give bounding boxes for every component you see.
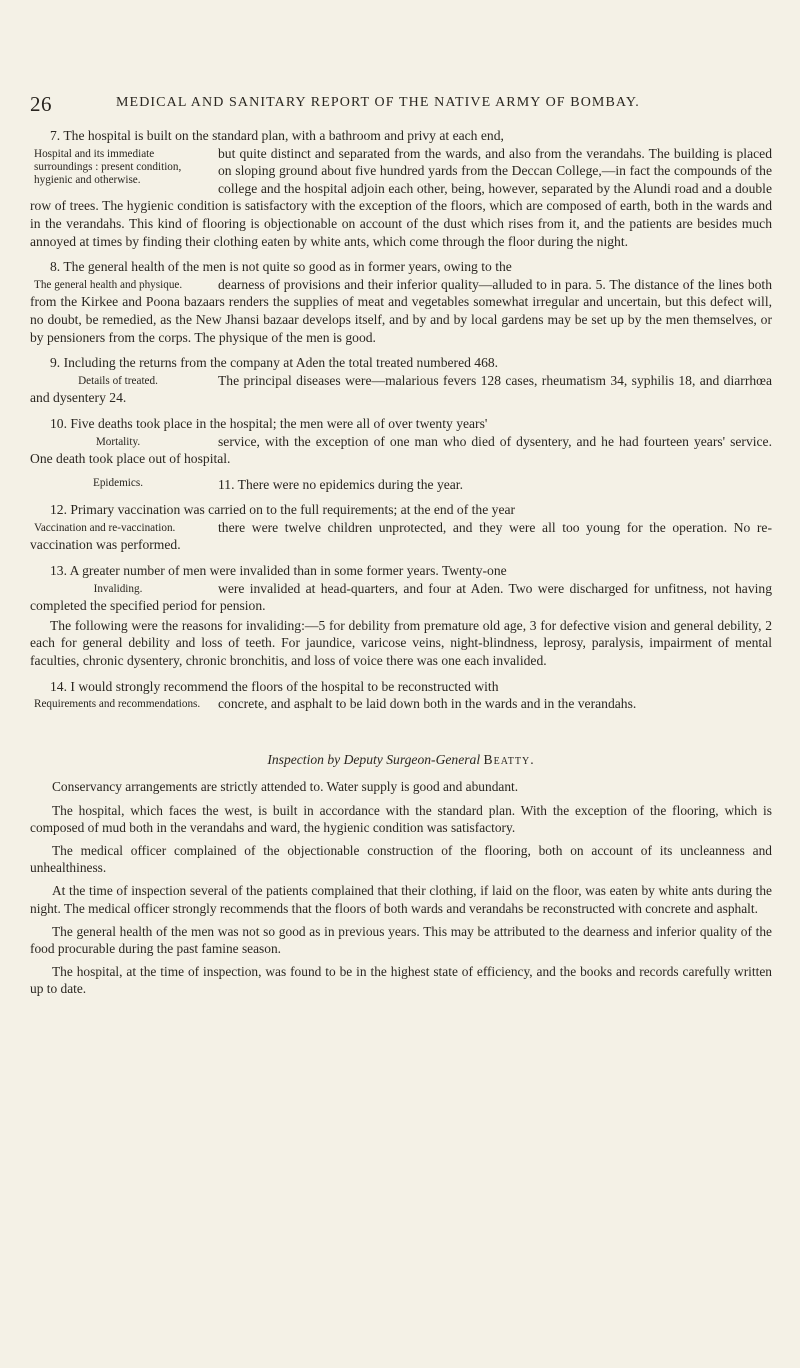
paragraph-body: The principal diseases were—malarious fevers 128 cases, rheumatism 34, syphilis 18, and diarrhœa and dysentery 24. xyxy=(30,372,772,406)
paragraph-body: 11. There were no epidemics during the year. xyxy=(218,476,463,492)
paragraph-first-line: 7. The hospital is built on the standard plan, with a bathroom and privy at each end, xyxy=(50,128,504,143)
paragraph-10 xyxy=(30,415,772,468)
margin-note: Epidemics. xyxy=(92,476,144,489)
inspection-paragraph: The medical officer complained of the objectionable construction of the flooring, both on account of its uncleanness and unhealthiness. xyxy=(30,843,772,876)
inspection-paragraph: At the time of inspection several of the patients complained that their clothing, if laid on the floor, was eaten by white ants during the night. The medical officer strongly recommends that the floors of both wards and verandahs be reconstructed with concrete and asphalt. xyxy=(30,883,772,916)
paragraph-body: dearness of provisions and their inferior quality—alluded to in para. 5. The distance of the lines both from the Kirkee and Poona bazaars renders the supplies of meat and vegetables somewhat irregular and uncertain, but this defect will, no doubt, be remedied, as the New Jhansi bazaar develops itself, and by and by local gardens may be set up by the men themselves, or by pensioners from the corps. The physique of the men is good. xyxy=(30,276,772,345)
margin-note: Requirements and recommendations. xyxy=(34,698,201,711)
paragraph-8 xyxy=(30,258,772,346)
paragraph-body: there were twelve children unprotected, and they were all too young for the operation. No re-vaccination was performed. xyxy=(30,519,772,553)
paragraph-first-line: 14. I would strongly recommend the floors of the hospital to be reconstructed with xyxy=(50,678,499,694)
paragraph-7 xyxy=(30,127,772,250)
paragraph-body: concrete, and asphalt to be laid down both in the wards and in the verandahs. xyxy=(218,696,637,712)
margin-note: Details of treated. xyxy=(78,374,158,387)
inspection-author: Beatty. xyxy=(483,751,535,767)
paragraph-12 xyxy=(30,501,772,554)
margin-note: Vaccination and re-vaccination. xyxy=(34,521,176,534)
inspection-paragraph: The hospital, at the time of inspection, was found to be in the highest state of efficiency, and the books and records carefully written up to date. xyxy=(30,964,772,997)
paragraph-first-line: 8. The general health of the men is not quite so good as in former years, owing to the xyxy=(50,259,512,275)
paragraph-body: were invalided at head-quarters, and four at Aden. Two were discharged for unfitness, not having completed the specified period for pension. xyxy=(30,580,772,614)
paragraph-14 xyxy=(30,678,772,713)
inspection-title: Inspection by Deputy Surgeon-General xyxy=(267,751,481,767)
paragraph-11 xyxy=(30,476,772,494)
main-text xyxy=(30,127,772,1004)
margin-note: Invaliding. xyxy=(93,582,143,595)
inspection-text xyxy=(30,778,772,997)
inspection-paragraph: The general health of the men was not so good as in previous years. This may be attributed to the dearness and inferior quality of the food procurable during the past famine season. xyxy=(30,923,772,957)
margin-note: Hospital and its immediate surroundings : present condition, hygienic and otherwise. xyxy=(34,147,182,186)
page-header xyxy=(30,92,770,114)
paragraph-body: service, with the exception of one man who died of dysentery, and he had fourteen years' service. One death took place out of hospital. xyxy=(30,433,772,467)
inspection-heading xyxy=(30,751,772,769)
inspection-paragraph: The hospital, which faces the west, is built in accordance with the standard plan. With the exception of the flooring, which is composed of mud both in the verandahs and ward, the hygienic condition was satisfactory. xyxy=(30,802,772,835)
paragraph-body: but quite distinct and separated from the wards, and also from the verandahs. The building is placed on sloping ground about five hundred yards from the Deccan College,—in fact the compounds of the college and the hospital adjoin each other, being, however, separated by the Alundi road and a double row of trees. The hygienic condition is satisfactory with the exception of the floors, which are composed of earth, both in the wards and in the verandahs. This kind of flooring is objectionable on account of the dust which rises from it, and the patients are besides much annoyed at times by finding their clothing eaten by white ants, which come through the floor during the night. xyxy=(30,145,772,249)
paragraph-first-line: 10. Five deaths took place in the hospital; the men were all of over twenty years' xyxy=(50,415,488,431)
margin-note: Mortality. xyxy=(95,435,141,448)
paragraph-first-line: 13. A greater number of men were invalided than in some former years. Twenty-one xyxy=(50,563,507,579)
margin-note: The general health and physique. xyxy=(34,278,183,291)
inspection-paragraph: Conservancy arrangements are strictly attended to. Water supply is good and abundant. xyxy=(52,779,519,795)
paragraph-first-line: 12. Primary vaccination was carried on to the full requirements; at the end of the year xyxy=(50,502,516,518)
paragraph-continuation: The following were the reasons for invaliding:—5 for debility from premature old age, 3 for defective vision and general debility, 2 each for general debility and loss of teeth. For jaundice, varicose veins, night-blindness, leprosy, paralysis, impairment of mental faculties, chronic dysentery, chronic bronchitis, and loss of voice there was one each invalided. xyxy=(30,617,772,669)
paragraph-9 xyxy=(30,354,772,407)
paragraph-first-line: 9. Including the returns from the company at Aden the total treated numbered 468. xyxy=(50,355,499,371)
running-head: MEDICAL AND SANITARY REPORT OF THE NATIVE ARMY OF BOMBAY. xyxy=(116,95,640,110)
page-number: 26 xyxy=(30,92,52,116)
paragraph-13 xyxy=(30,562,772,670)
